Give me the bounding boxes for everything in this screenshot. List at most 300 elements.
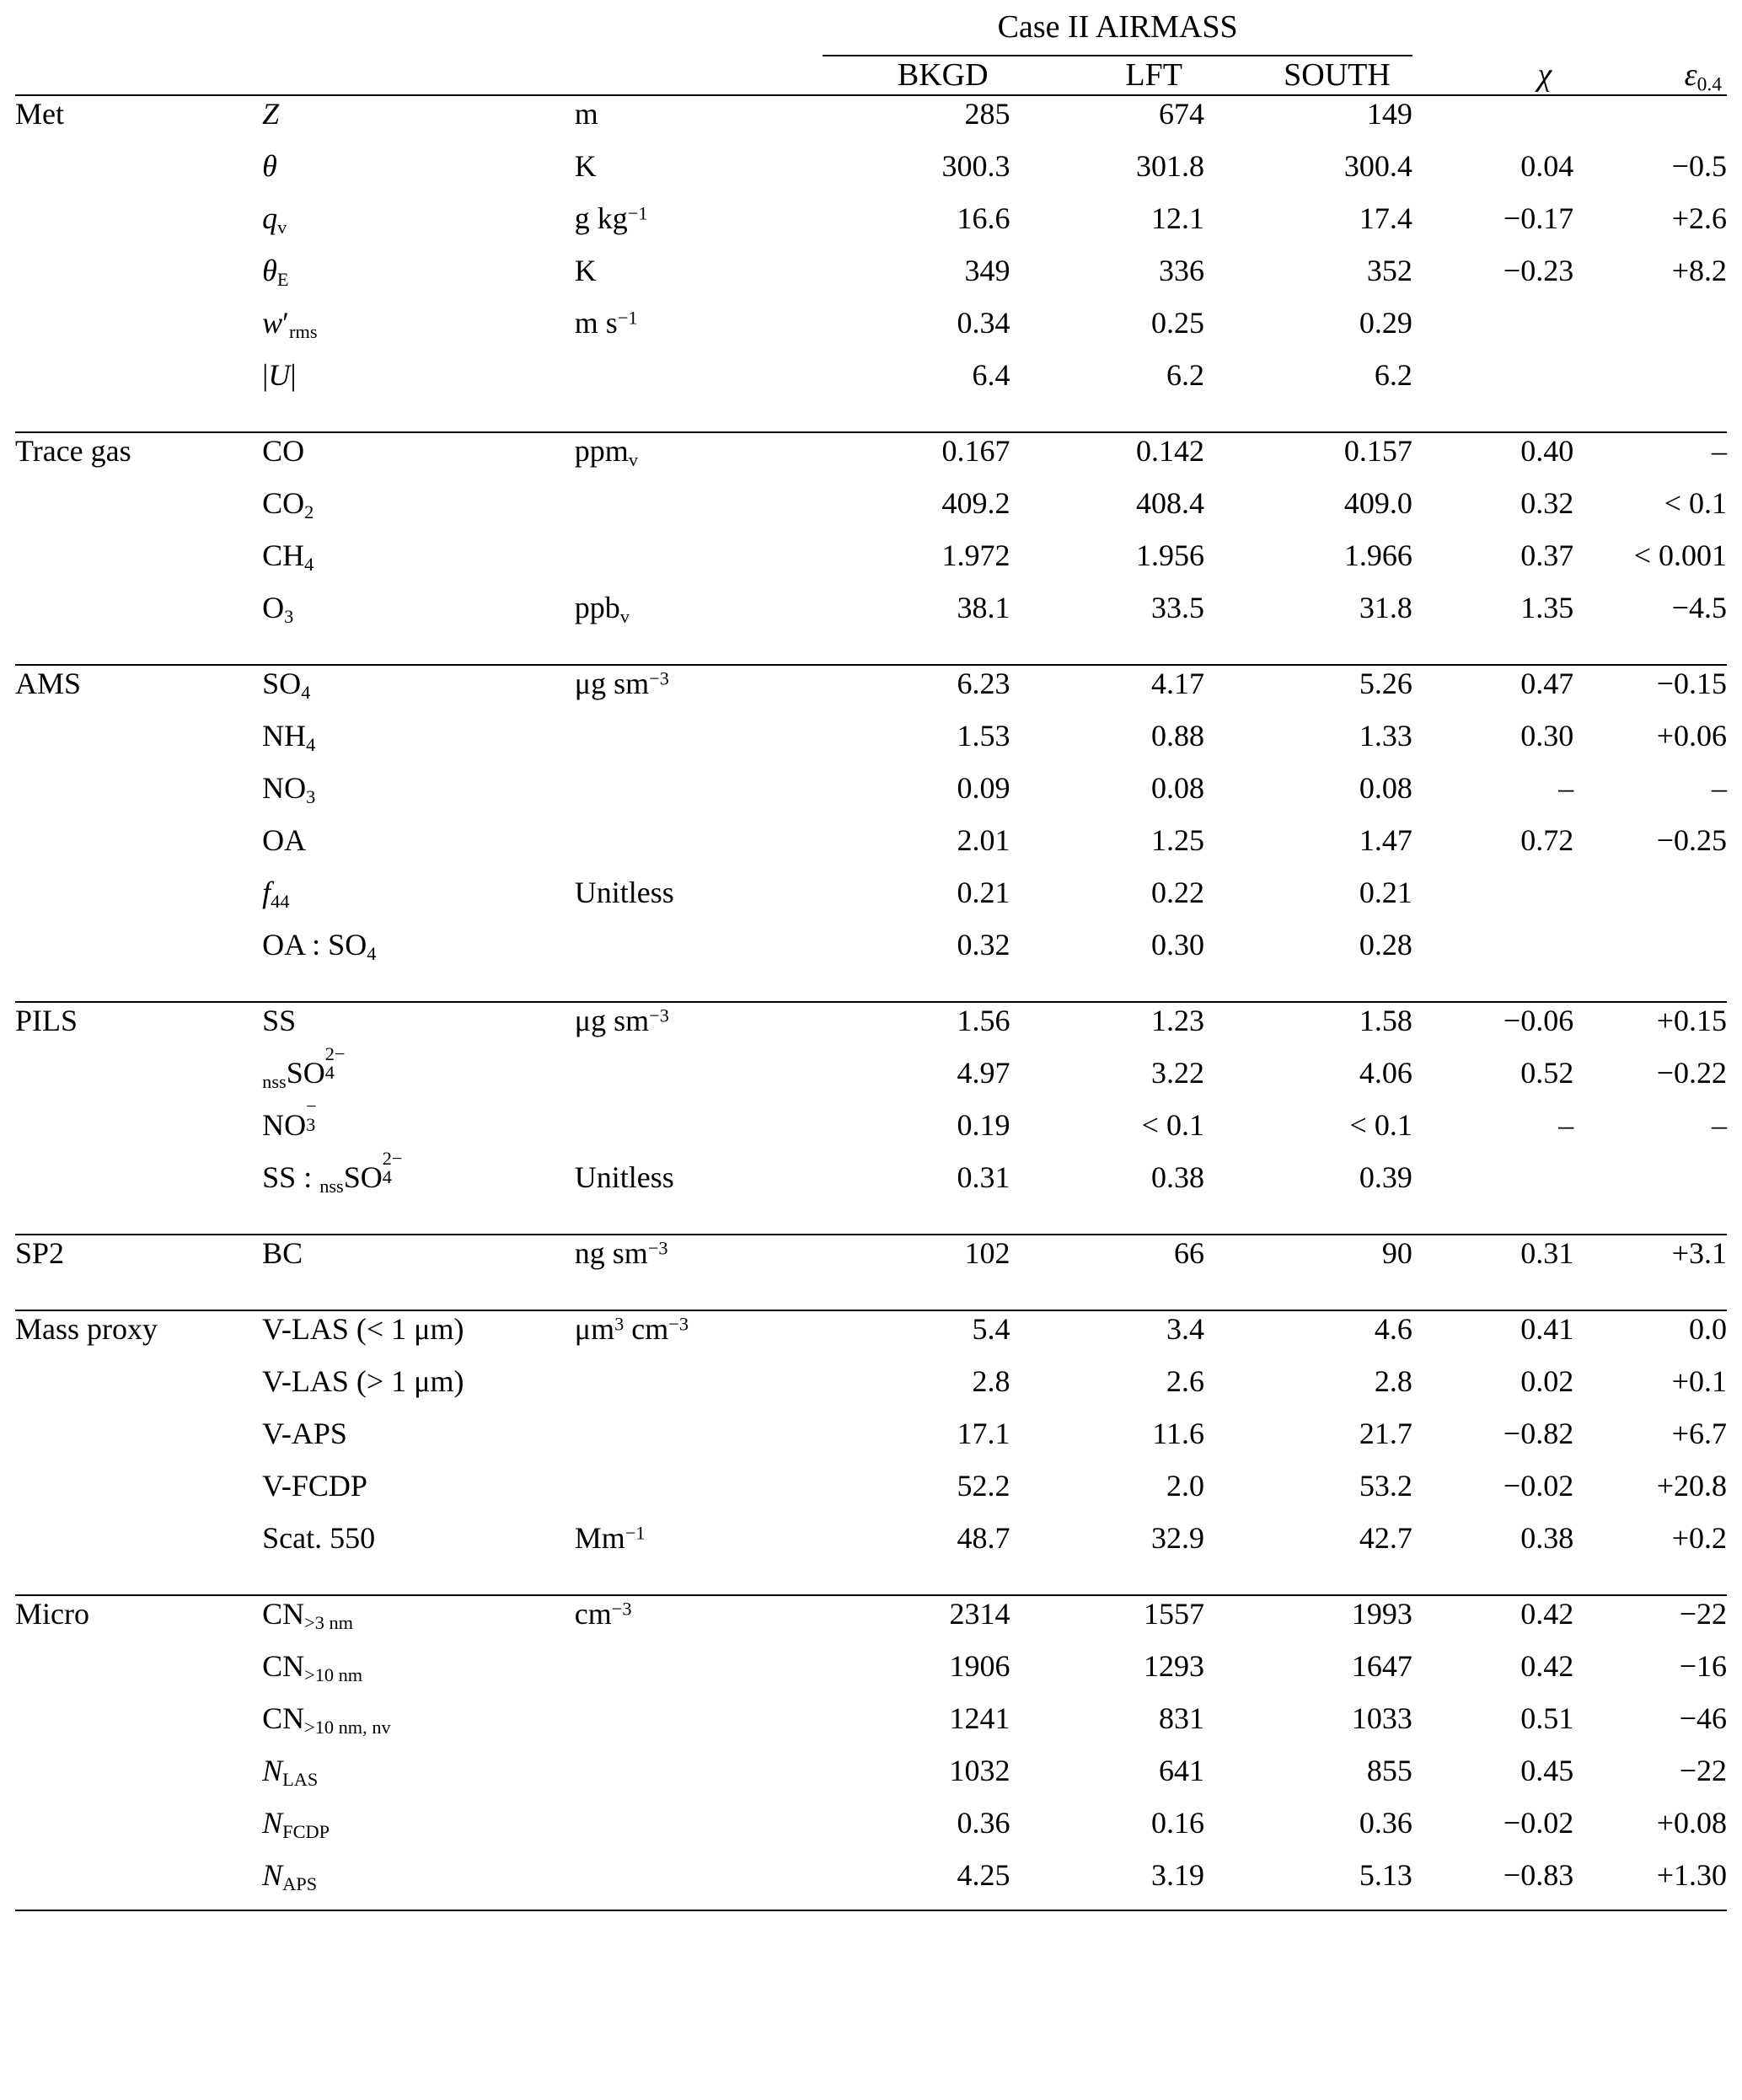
row-value-lft: 0.38: [1150, 1160, 1204, 1194]
row-value-bkgd: 0.167: [823, 432, 1010, 485]
row-value-lft: 6.2: [1166, 357, 1204, 392]
row-group-label: [15, 1805, 262, 1857]
row-value-bkgd: 0.32: [957, 927, 1010, 962]
row-value-lft: 408.4: [1135, 485, 1204, 520]
section-separator: [15, 1212, 1727, 1235]
row-group-label: [15, 1416, 262, 1468]
row-group-label: [15, 1107, 262, 1160]
row-value-lft: 1.25: [1150, 822, 1204, 857]
row-variable: $w'_{rms}$: [262, 305, 318, 342]
row-value-chi: 0.42: [1412, 1595, 1573, 1648]
row-variable: NO − 3: [262, 1095, 317, 1142]
row-value-lft: 1.956: [1135, 538, 1204, 572]
row-value-epsilon: [1573, 1160, 1727, 1212]
table-row: [15, 357, 1727, 410]
row-value-bkgd: 52.2: [957, 1468, 1010, 1503]
row-value-lft: 12.1: [1150, 201, 1204, 235]
row-value-south: 0.21: [1359, 875, 1412, 909]
row-value-epsilon: +20.8: [1656, 1468, 1727, 1503]
row-variable: V-LAS (< 1 μm): [262, 1310, 575, 1363]
row-value-lft: 3.4: [1010, 1310, 1204, 1363]
row-variable: Scat. 550: [262, 1520, 376, 1555]
row-variable: $q_v$: [262, 201, 287, 238]
table-row: [15, 770, 1727, 822]
table-row: [15, 1055, 1727, 1107]
table-row: [15, 201, 1727, 253]
row-unit: [575, 1805, 823, 1857]
row-variable: BC: [262, 1235, 575, 1288]
row-value-south: 21.7: [1359, 1416, 1412, 1450]
section-separator: [15, 410, 1727, 432]
row-value-south: 0.157: [1204, 432, 1412, 485]
table-bottom-rule: [15, 1910, 1727, 1913]
row-value-bkgd: 349: [964, 253, 1010, 287]
row-value-bkgd: 300.3: [941, 148, 1010, 183]
row-value-chi: 0.42: [1520, 1648, 1574, 1683]
row-value-chi: 0.30: [1520, 718, 1574, 753]
table-row: [15, 432, 1727, 485]
row-value-south: 0.28: [1359, 927, 1412, 962]
row-value-epsilon: –: [1712, 770, 1727, 805]
row-value-chi: 0.37: [1520, 538, 1574, 572]
row-value-chi: −0.06: [1412, 1002, 1573, 1055]
row-value-south: 53.2: [1359, 1468, 1412, 1503]
row-unit: ppm$_v$: [575, 432, 823, 485]
row-group-label: [15, 1160, 262, 1212]
table-row: [15, 253, 1727, 305]
row-value-epsilon: +0.2: [1671, 1520, 1727, 1555]
table-row: [15, 1107, 1727, 1160]
row-value-lft: 0.142: [1010, 432, 1204, 485]
row-value-epsilon: −22: [1679, 1753, 1727, 1787]
row-variable: $_{nss}$SO 2− 4: [262, 1042, 346, 1092]
row-value-lft: 641: [1158, 1753, 1204, 1787]
row-group-label: [15, 201, 262, 253]
span-header-label: Case II AIRMASS: [823, 8, 1412, 56]
table-row: [15, 1468, 1727, 1520]
row-variable: $NH_4$: [262, 718, 316, 755]
row-value-lft: 0.25: [1150, 305, 1204, 340]
row-value-bkgd: 1.53: [957, 718, 1010, 753]
row-variable: $f_{44}$: [262, 875, 290, 912]
row-unit: [575, 1857, 823, 1910]
table-row: [15, 1648, 1727, 1701]
row-value-south: 1993: [1204, 1595, 1412, 1648]
row-group-label: [15, 822, 262, 875]
row-value-south: 6.2: [1374, 357, 1412, 392]
row-group-label: Micro: [15, 1595, 262, 1648]
row-value-epsilon: +3.1: [1573, 1235, 1727, 1288]
table-row: [15, 1857, 1727, 1910]
row-value-chi: [1412, 305, 1573, 357]
row-value-epsilon: +6.7: [1671, 1416, 1727, 1450]
row-value-lft: 674: [1010, 95, 1204, 148]
row-value-chi: 0.40: [1412, 432, 1573, 485]
table-row: [15, 822, 1727, 875]
row-value-chi: [1412, 357, 1573, 410]
row-group-label: PILS: [15, 1002, 262, 1055]
row-value-chi: 0.45: [1520, 1753, 1574, 1787]
table-row: [15, 538, 1727, 590]
row-value-bkgd: 2.01: [957, 822, 1010, 857]
row-group-label: AMS: [15, 665, 262, 718]
row-value-south: 90: [1204, 1235, 1412, 1288]
row-value-epsilon: –: [1712, 1107, 1727, 1142]
row-value-south: 4.6: [1204, 1310, 1412, 1363]
row-value-south: 0.08: [1359, 770, 1412, 805]
row-value-bkgd: 1032: [949, 1753, 1010, 1787]
row-unit: [575, 1648, 823, 1701]
row-value-bkgd: 1.56: [823, 1002, 1010, 1055]
row-value-chi: [1412, 95, 1573, 148]
row-unit: Unitless: [574, 875, 674, 909]
row-value-chi: [1412, 875, 1573, 927]
row-variable: V-LAS (> 1 μm): [262, 1363, 464, 1398]
row-group-label: [15, 590, 262, 642]
table-row: [15, 1416, 1727, 1468]
row-value-epsilon: −4.5: [1671, 590, 1727, 624]
row-value-lft: 831: [1158, 1701, 1204, 1735]
row-group-label: [15, 148, 262, 201]
col-header-epsilon: $\varepsilon_{0.4}$: [1684, 56, 1722, 96]
row-value-epsilon: −22: [1573, 1595, 1727, 1648]
row-value-south: 855: [1366, 1753, 1412, 1787]
col-header-chi: χ: [1537, 56, 1552, 93]
table-row: [15, 718, 1727, 770]
row-value-chi: –: [1558, 1107, 1574, 1142]
row-group-label: [15, 253, 262, 305]
row-value-bkgd: 17.1: [957, 1416, 1010, 1450]
row-value-south: < 0.1: [1349, 1107, 1412, 1142]
row-variable: $SO_4$: [262, 665, 575, 718]
span-header-row: [15, 8, 1727, 56]
row-value-south: 1647: [1351, 1648, 1412, 1683]
row-variable: V-APS: [262, 1416, 347, 1450]
row-value-chi: 0.38: [1520, 1520, 1574, 1555]
row-value-bkgd: 2314: [823, 1595, 1010, 1648]
row-variable: $\theta_E$: [262, 253, 289, 290]
row-value-bkgd: 285: [823, 95, 1010, 148]
row-value-epsilon: +0.08: [1656, 1805, 1727, 1840]
row-unit: [575, 1753, 823, 1805]
row-value-chi: 0.41: [1412, 1310, 1573, 1363]
row-group-label: [15, 357, 262, 410]
row-unit: [575, 1701, 823, 1753]
row-group-label: [15, 1857, 262, 1910]
row-group-label: [15, 1753, 262, 1805]
table-row: [15, 1235, 1727, 1288]
row-value-south: 31.8: [1359, 590, 1412, 624]
row-unit: μg $sm^{-3}$: [575, 1002, 823, 1055]
row-unit: $Mm^{-1}$: [574, 1520, 646, 1555]
row-variable: $CN_{>3 nm}$: [262, 1595, 575, 1648]
row-group-label: [15, 927, 262, 979]
row-group-label: [15, 875, 262, 927]
row-value-chi: 0.51: [1520, 1701, 1574, 1735]
table-row: [15, 927, 1727, 979]
row-value-lft: 336: [1158, 253, 1204, 287]
row-value-south: 1.33: [1359, 718, 1412, 753]
row-variable: |U|: [262, 357, 297, 392]
row-unit: [575, 485, 823, 538]
row-variable: $N_{LAS}$: [262, 1753, 319, 1790]
row-group-label: [15, 538, 262, 590]
row-value-south: 352: [1366, 253, 1412, 287]
row-value-lft: 1293: [1143, 1648, 1204, 1683]
table-row: [15, 1002, 1727, 1055]
row-value-epsilon: < 0.001: [1633, 538, 1727, 572]
row-group-label: [15, 1468, 262, 1520]
row-value-epsilon: [1573, 305, 1727, 357]
row-value-epsilon: −46: [1679, 1701, 1727, 1735]
row-variable: $CN_{>10 nm, nv}$: [262, 1701, 391, 1738]
row-value-south: 409.0: [1343, 485, 1412, 520]
table-row: [15, 485, 1727, 538]
row-value-bkgd: 0.34: [957, 305, 1010, 340]
row-variable: θ: [262, 148, 277, 183]
row-value-lft: 0.88: [1150, 718, 1204, 753]
table-row: [15, 95, 1727, 148]
row-value-lft: 1.23: [1010, 1002, 1204, 1055]
row-unit: [575, 1416, 823, 1468]
row-unit: [575, 718, 823, 770]
row-value-chi: 0.31: [1412, 1235, 1573, 1288]
row-value-lft: 2.6: [1166, 1363, 1204, 1398]
row-value-bkgd: 1906: [949, 1648, 1010, 1683]
row-value-lft: 0.08: [1150, 770, 1204, 805]
table-row: [15, 1363, 1727, 1416]
row-value-epsilon: −0.15: [1573, 665, 1727, 718]
table-head: [15, 8, 1727, 95]
row-value-bkgd: 48.7: [957, 1520, 1010, 1555]
row-value-epsilon: [1573, 875, 1727, 927]
row-value-epsilon: [1573, 927, 1727, 979]
airmass-statistics-table: [15, 8, 1727, 1913]
row-value-lft: 0.22: [1150, 875, 1204, 909]
row-value-south: 17.4: [1359, 201, 1412, 235]
row-group-label: [15, 718, 262, 770]
row-unit: m: [575, 95, 823, 148]
row-value-south: 0.39: [1359, 1160, 1412, 1194]
row-value-south: 5.26: [1204, 665, 1412, 718]
row-value-lft: 3.19: [1150, 1857, 1204, 1892]
row-unit: [575, 927, 823, 979]
row-value-lft: < 0.1: [1141, 1107, 1204, 1142]
row-variable: OA: [262, 822, 307, 857]
row-value-bkgd: 102: [823, 1235, 1010, 1288]
row-value-bkgd: 16.6: [957, 201, 1010, 235]
row-value-bkgd: 1.972: [941, 538, 1010, 572]
row-value-south: 1033: [1351, 1701, 1412, 1735]
table-row: [15, 1753, 1727, 1805]
table-row: [15, 1701, 1727, 1753]
row-value-chi: −0.23: [1503, 253, 1574, 287]
row-value-bkgd: 6.23: [823, 665, 1010, 718]
row-value-chi: −0.83: [1503, 1857, 1574, 1892]
row-value-epsilon: −16: [1679, 1648, 1727, 1683]
span-header-case: [823, 8, 1412, 56]
row-value-epsilon: +0.15: [1573, 1002, 1727, 1055]
row-value-epsilon: −0.22: [1656, 1055, 1727, 1090]
row-value-south: 1.58: [1204, 1002, 1412, 1055]
row-variable: V-FCDP: [262, 1468, 367, 1503]
row-group-label: Met: [15, 95, 262, 148]
table-row: [15, 1805, 1727, 1857]
table-row: [15, 305, 1727, 357]
row-group-label: Mass proxy: [15, 1310, 262, 1363]
row-variable: $CO_2$: [262, 485, 314, 522]
row-unit: [575, 1055, 823, 1107]
table-row: [15, 590, 1727, 642]
row-value-south: 1.966: [1343, 538, 1412, 572]
row-value-bkgd: 4.97: [957, 1055, 1010, 1090]
row-value-epsilon: +1.30: [1656, 1857, 1727, 1892]
col-header-bkgd: BKGD: [897, 56, 989, 93]
row-unit: [575, 1363, 823, 1416]
row-unit: ppb$_v$: [574, 590, 630, 627]
row-value-lft: 66: [1010, 1235, 1204, 1288]
section-separator: [15, 642, 1727, 665]
row-value-bkgd: 0.09: [957, 770, 1010, 805]
row-variable: SS : $_{nss}$SO 2− 4: [262, 1147, 403, 1197]
row-value-chi: 1.35: [1520, 590, 1574, 624]
row-value-south: 42.7: [1359, 1520, 1412, 1555]
row-value-bkgd: 0.21: [957, 875, 1010, 909]
row-value-chi: 0.47: [1412, 665, 1573, 718]
row-value-chi: [1412, 927, 1573, 979]
row-variable: Z: [262, 95, 575, 148]
row-unit: [575, 538, 823, 590]
row-variable: $N_{APS}$: [262, 1857, 318, 1894]
col-header-lft: LFT: [1125, 56, 1182, 93]
row-unit: ng $sm^{-3}$: [575, 1235, 823, 1288]
row-unit: m $s^{-1}$: [574, 305, 638, 340]
row-unit: Unitless: [574, 1160, 674, 1194]
row-value-epsilon: −0.5: [1671, 148, 1727, 183]
row-value-bkgd: 0.19: [957, 1107, 1010, 1142]
row-variable: SS: [262, 1002, 575, 1055]
row-value-chi: 0.72: [1520, 822, 1574, 857]
row-value-bkgd: 0.31: [957, 1160, 1010, 1194]
row-unit: g $kg^{-1}$: [574, 201, 648, 235]
section-separator: [15, 1572, 1727, 1595]
row-value-lft: 4.17: [1010, 665, 1204, 718]
row-value-bkgd: 6.4: [972, 357, 1010, 392]
table-row: [15, 148, 1727, 201]
row-value-lft: 301.8: [1135, 148, 1204, 183]
table-row: [15, 665, 1727, 718]
row-value-chi: 0.04: [1520, 148, 1574, 183]
row-group-label: SP2: [15, 1235, 262, 1288]
row-value-bkgd: 5.4: [823, 1310, 1010, 1363]
row-value-chi: –: [1558, 770, 1574, 805]
row-value-epsilon: [1573, 95, 1727, 148]
row-group-label: [15, 770, 262, 822]
row-value-chi: −0.02: [1503, 1805, 1574, 1840]
row-unit: K: [574, 253, 597, 287]
row-variable: CO: [262, 432, 575, 485]
col-header-south: SOUTH: [1284, 56, 1391, 93]
row-group-label: Trace gas: [15, 432, 262, 485]
table-row: [15, 1520, 1727, 1572]
table-row: [15, 1595, 1727, 1648]
row-group-label: [15, 1520, 262, 1572]
row-value-bkgd: 0.36: [957, 1805, 1010, 1840]
row-group-label: [15, 1363, 262, 1416]
row-unit: [575, 1107, 823, 1160]
row-value-south: 0.29: [1359, 305, 1412, 340]
row-unit: μg $sm^{-3}$: [575, 665, 823, 718]
row-value-south: 5.13: [1359, 1857, 1412, 1892]
row-group-label: [15, 1648, 262, 1701]
table-body: [15, 95, 1727, 1913]
row-group-label: [15, 1055, 262, 1107]
row-value-bkgd: 38.1: [957, 590, 1010, 624]
row-value-bkgd: 2.8: [972, 1363, 1010, 1398]
row-value-epsilon: 0.0: [1573, 1310, 1727, 1363]
row-value-lft: 3.22: [1150, 1055, 1204, 1090]
row-value-south: 4.06: [1359, 1055, 1412, 1090]
row-value-chi: 0.52: [1520, 1055, 1574, 1090]
row-unit: [575, 822, 823, 875]
row-value-epsilon: +8.2: [1671, 253, 1727, 287]
row-value-bkgd: 409.2: [941, 485, 1010, 520]
row-value-lft: 0.30: [1150, 927, 1204, 962]
row-unit: [575, 770, 823, 822]
row-value-lft: 2.0: [1166, 1468, 1204, 1503]
row-value-bkgd: 4.25: [957, 1857, 1010, 1892]
column-header-row: [15, 56, 1727, 95]
row-variable: $CN_{>10 nm}$: [262, 1648, 363, 1685]
section-separator: [15, 1288, 1727, 1310]
table-row: [15, 1160, 1727, 1212]
row-value-bkgd: 1241: [949, 1701, 1010, 1735]
row-variable: $O_3$: [262, 590, 294, 627]
row-value-chi: −0.82: [1503, 1416, 1574, 1450]
row-variable: $N_{FCDP}$: [262, 1805, 330, 1842]
row-value-epsilon: [1573, 357, 1727, 410]
row-value-lft: 0.16: [1150, 1805, 1204, 1840]
row-value-epsilon: +0.06: [1656, 718, 1727, 753]
row-value-lft: 33.5: [1150, 590, 1204, 624]
row-value-chi: −0.17: [1503, 201, 1574, 235]
row-value-south: 1.47: [1359, 822, 1412, 857]
row-variable: $CH_4$: [262, 538, 314, 575]
row-value-chi: −0.02: [1503, 1468, 1574, 1503]
row-value-lft: 1557: [1010, 1595, 1204, 1648]
row-value-epsilon: −0.25: [1656, 822, 1727, 857]
table-row: [15, 1310, 1727, 1363]
row-value-chi: 0.02: [1520, 1363, 1574, 1398]
row-group-label: [15, 485, 262, 538]
row-value-south: 149: [1204, 95, 1412, 148]
table-row: [15, 875, 1727, 927]
row-value-lft: 11.6: [1152, 1416, 1204, 1450]
row-unit: [575, 1468, 823, 1520]
row-group-label: [15, 1701, 262, 1753]
row-unit: K: [574, 148, 597, 183]
row-value-epsilon: +0.1: [1671, 1363, 1727, 1398]
row-value-chi: 0.32: [1520, 485, 1574, 520]
row-value-lft: 32.9: [1150, 1520, 1204, 1555]
row-unit: $\mu m^3$ $cm^{-3}$: [575, 1310, 823, 1363]
row-value-epsilon: < 0.1: [1664, 485, 1727, 520]
row-value-epsilon: +2.6: [1671, 201, 1727, 235]
section-separator: [15, 979, 1727, 1002]
row-variable: OA : $SO_4$: [262, 927, 377, 964]
row-value-south: 300.4: [1343, 148, 1412, 183]
row-group-label: [15, 305, 262, 357]
